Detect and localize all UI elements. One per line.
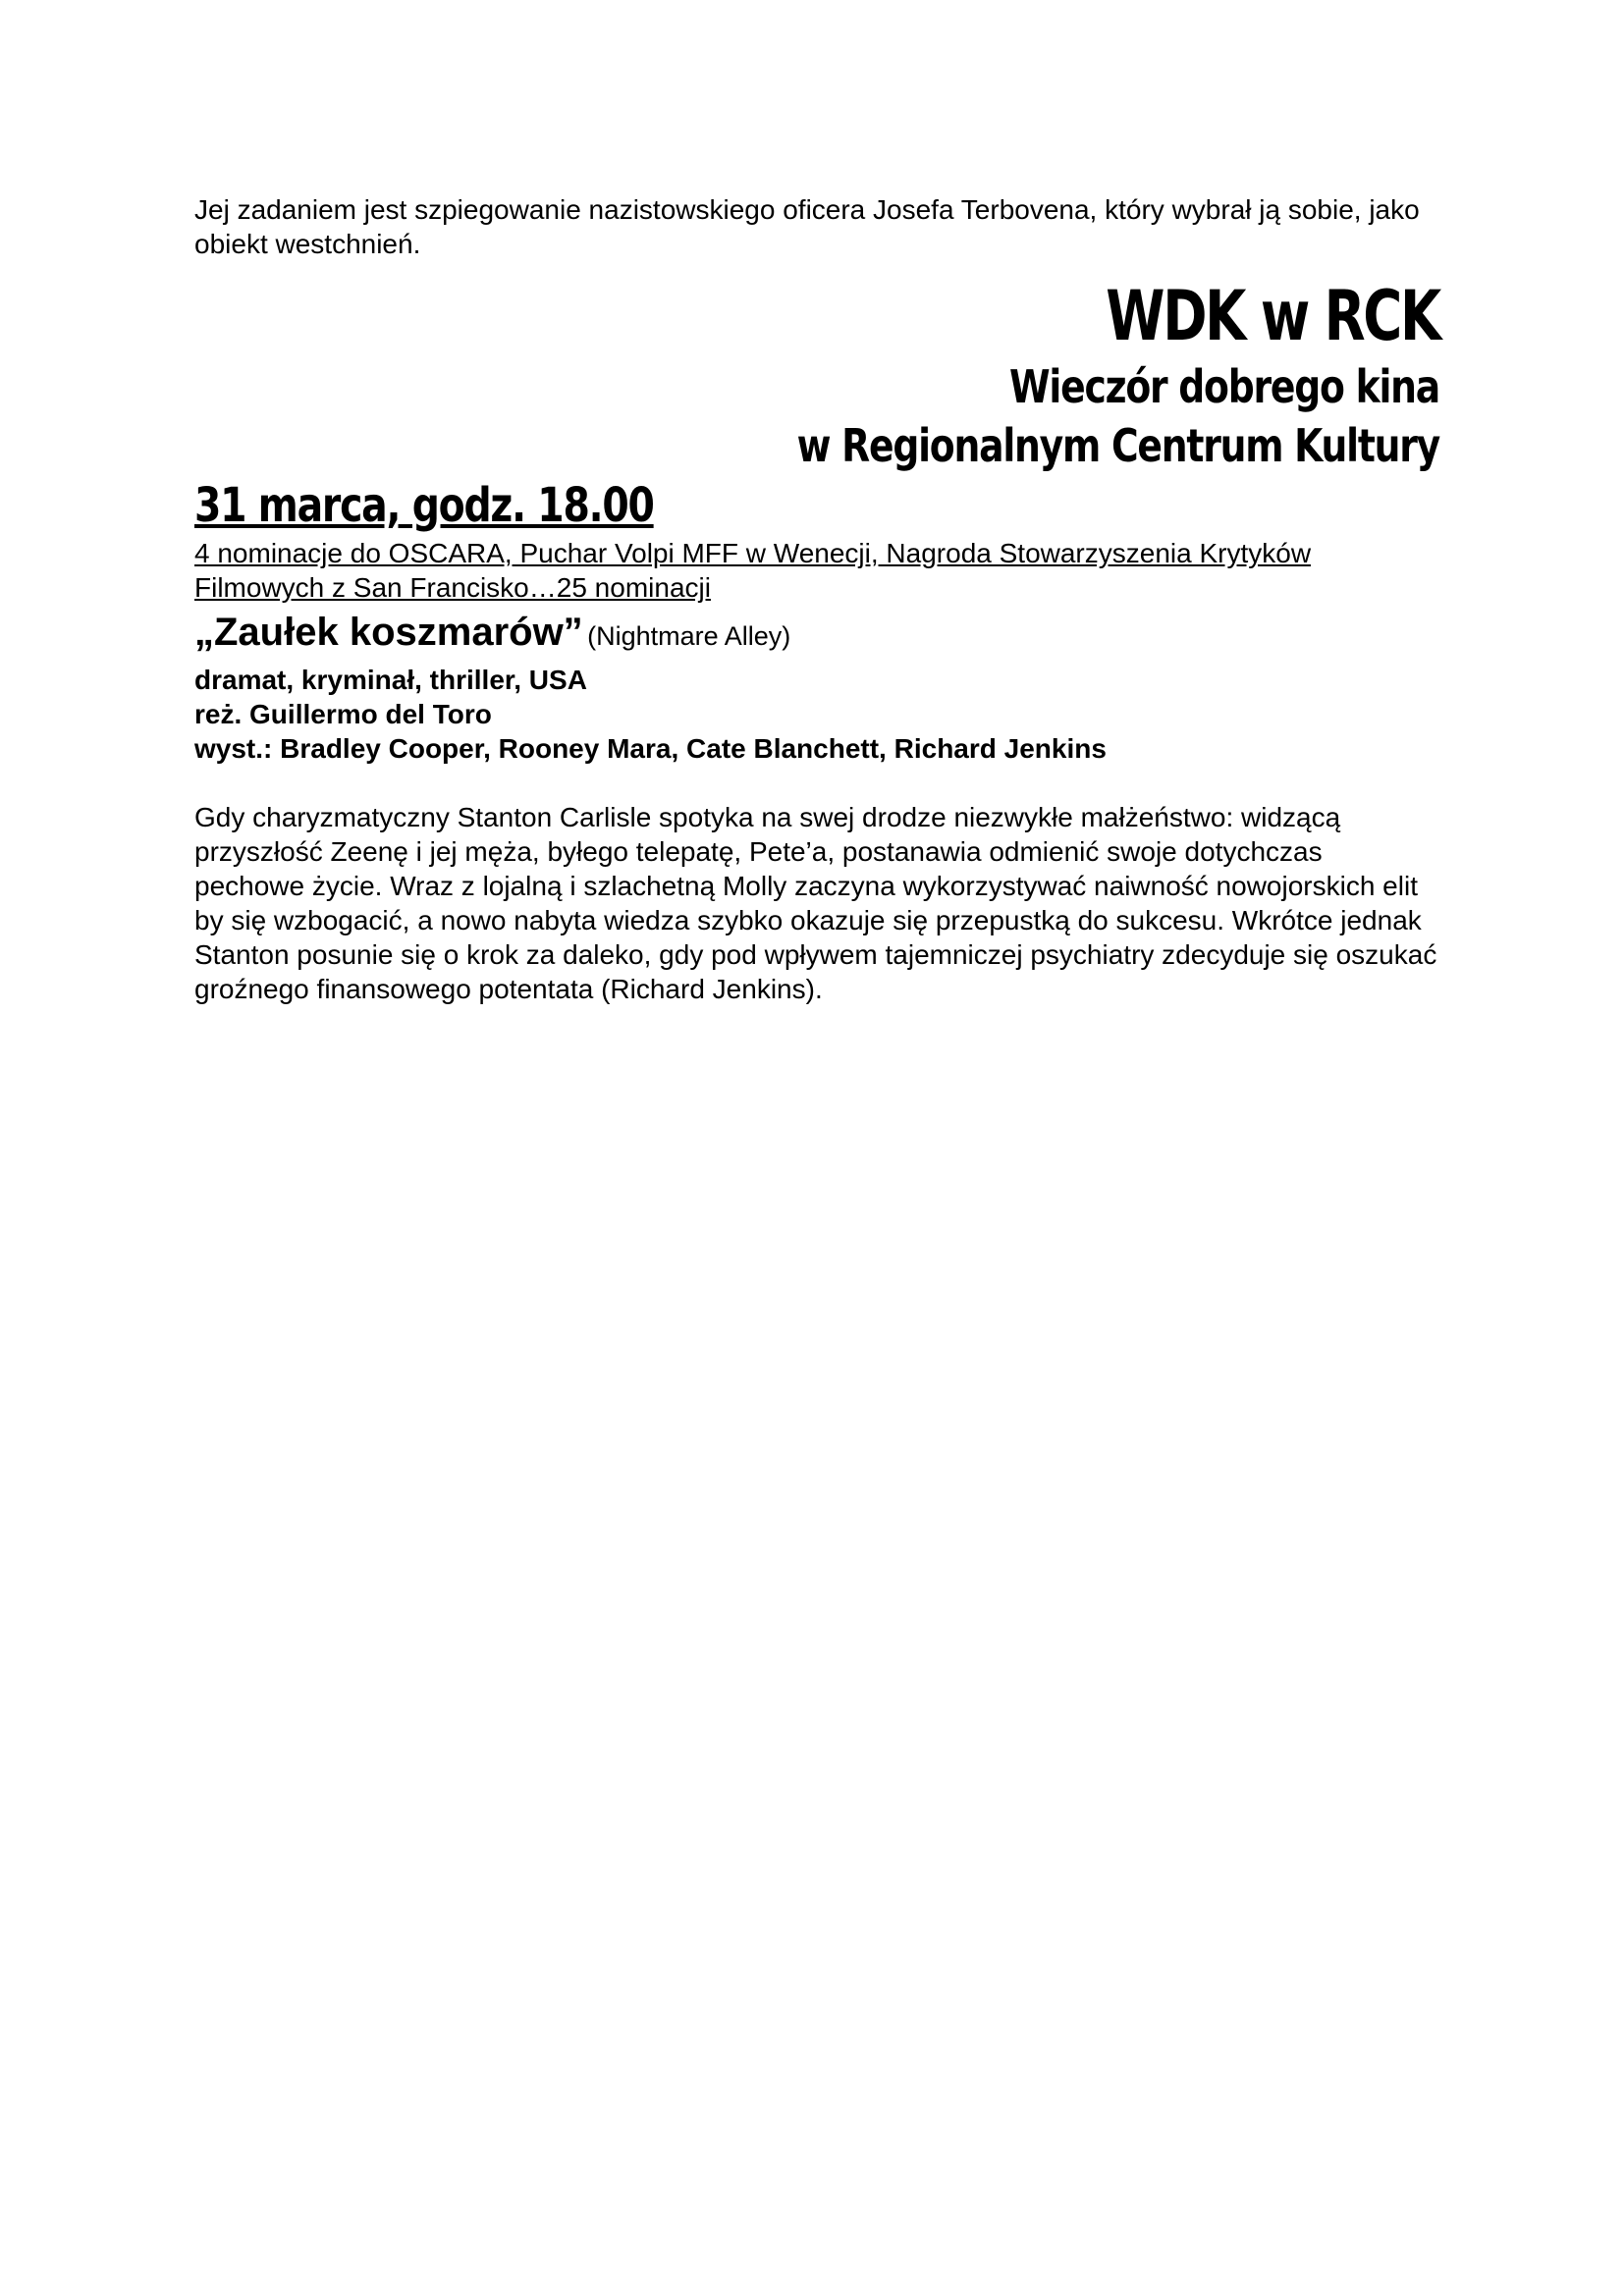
intro-paragraph: Jej zadaniem jest szpiegowanie nazistowskiego oficera Josefa Terbovena, który wybrał ją sobie, jako obiekt westchnień. [194,194,1420,259]
document-page [194,192,1439,1006]
film-description: Gdy charyzmatyczny Stanton Carlisle spotyka na swej drodze niezwykłe małżeństwo: widzącą przyszłość Zeenę i jej męża, byłego telepatę, Pete’a, postanawia odmienić swoje dotychczas pechowe życie. Wraz z lojalną i szlachetną Molly zaczyna wykorzystywać naiwność nowojorskich elit by się wzbogacić, a nowo nabyta wiedza szybko okazuje się przepustką do sukcesu. Wkrótce jednak Stanton posunie się o krok za daleko, gdy pod wpływem tajemniczej psychiatry zdecyduje się oszukać groźnego finansowego potentata (Richard Jenkins). [194,802,1437,1004]
awards-text: 4 nominacje do OSCARA, Puchar Volpi MFF w Wenecji, Nagroda Stowarzyszenia Krytyków Filmowych z San Francisko…25 nominacji [194,538,1312,603]
film-title-line [194,611,1439,663]
film-genre: dramat, kryminał, thriller, USA [194,665,587,695]
header-title: WDK w RCK [1106,276,1439,356]
event-header [194,275,1439,475]
header-subtitle-line1: Wieczór dobrego kina [1009,360,1439,413]
film-cast: wyst.: Bradley Cooper, Rooney Mara, Cate Blanchett, Richard Jenkins [194,733,1107,764]
film-title: „Zaułek koszmarów” [194,611,583,654]
header-subtitle-line2: w Regionalnym Centrum Kultury [796,419,1439,472]
film-director: reż. Guillermo del Toro [194,699,492,729]
film-original-title: (Nightmare Alley) [587,621,791,651]
event-date: 31 marca, godz. 18.00 [194,478,654,533]
